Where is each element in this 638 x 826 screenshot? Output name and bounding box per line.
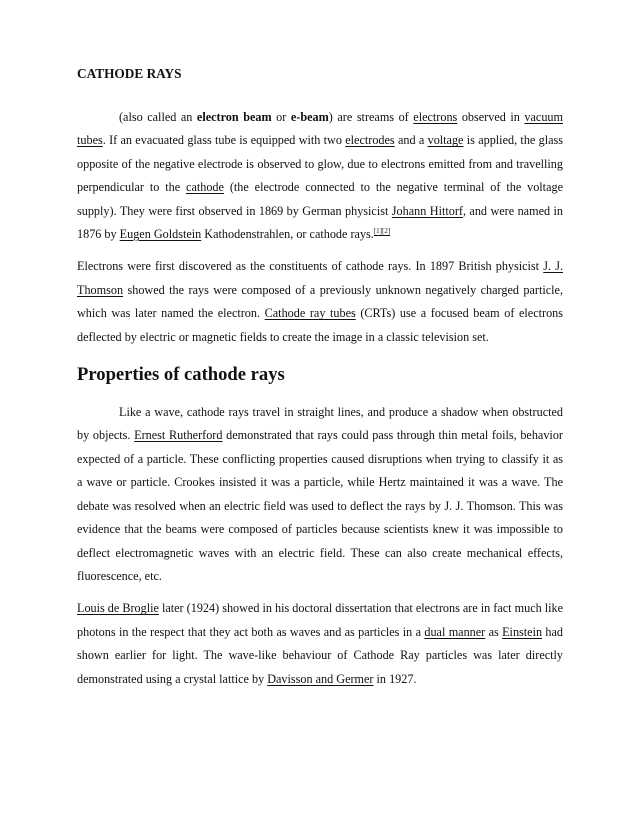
document-page [77,64,563,691]
link-jj-thomson[interactable]: J. J. Thomson [77,259,563,297]
link-eugen-goldstein[interactable]: Eugen Goldstein [119,227,202,242]
link-vacuum-tubes[interactable]: vacuum tubes [77,110,563,148]
link-louis-de-broglie[interactable]: Louis de Broglie [77,601,159,616]
link-davisson-and-germer[interactable]: Davisson and Germer [267,671,374,686]
bold-term: e-beam [290,110,329,124]
paragraph-properties: Like a wave, cathode rays travel in straight lines, and produce a shadow when obstructed by objects. Ernest Rutherford demonstrated that rays could pass through thin metal foils, behavior expected of a particle. These conflicting properties caused disruptions when trying to classify it as a wave or particle. Crookes insisted it was a particle, while Hertz maintained it was a wave. The debate was resolved when an electric field was used to deflect the rays by J. J. Thomson. This was evidence that the beams were composed of particles because scientists knew it was impossible to deflect electromagnetic waves with an electric field. These can also create mechanical effects, fluorescence, etc. [77,405,563,583]
link-electrodes[interactable]: electrodes [345,133,395,148]
paragraph-discovery: Electrons were first discovered as the constituents of cathode rays. In 1897 British physicist J. J. Thomson showed the rays were composed of a previously unknown negatively charged particle, which was later named the electron. Cathode ray tubes (CRTs) use a focused beam of electrons deflected by electric or magnetic fields to create the image in a classic television set. [77,259,563,344]
paragraph-intro: (also called an electron beam or e-beam) are streams of electrons observed in vacuum tubes. If an evacuated glass tube is equipped with two electrodes and a voltage is applied, the glass opposite of the negative electrode is observed to glow, due to electrons emitted from and travelling perpendicular to the cathode (the electrode connected to the negative terminal of the voltage supply). They were first observed in 1869 by German physicist Johann Hittorf, and were named in 1876 by Eugen Goldstein Kathodenstrahlen, or cathode rays.[1][2] [77,110,563,242]
paragraph-de-broglie: Louis de Broglie later (1924) showed in his doctoral dissertation that electrons are in fact much like photons in the respect that they act both as waves and as particles in a dual manner as Einstein had shown earlier for light. The wave-like behaviour of Cathode Ray particles was later directly demonstrated using a crystal lattice by Davisson and Germer in 1927. [77,601,564,686]
link-dual-manner[interactable]: dual manner [424,624,486,639]
link-voltage[interactable]: voltage [427,133,464,148]
link-einstein[interactable]: Einstein [502,624,543,639]
bold-term: electron beam [196,110,272,124]
link-electrons[interactable]: electrons [413,110,458,124]
link-ernest-rutherford[interactable]: Ernest Rutherford [134,428,223,443]
link-cathode-ray-tubes[interactable]: Cathode ray tubes [264,306,356,321]
section-heading: Properties of cathode rays [77,364,285,386]
link-johann-hittorf[interactable]: Johann Hittorf [391,203,463,218]
page-title: CATHODE RAYS [77,66,182,81]
link-cathode[interactable]: cathode [186,180,224,195]
reference-link[interactable]: [1][2] [373,227,391,236]
